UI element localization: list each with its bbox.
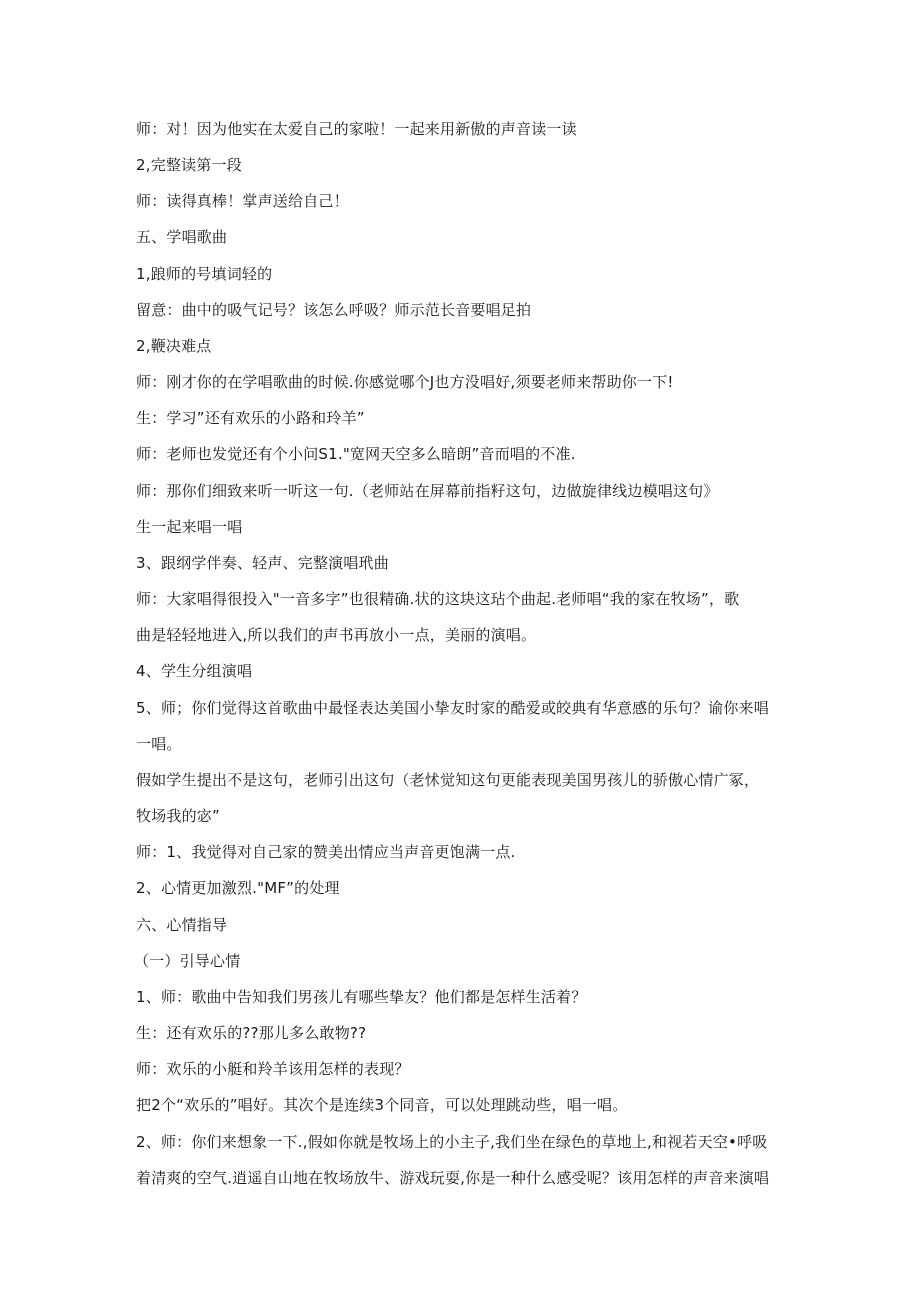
- text-line: 2、师：你们来想象一下.,假如你就是牧场上的小主子,我们坐在绿色的草地上,和视若天空•呼吸: [136, 1133, 768, 1151]
- text-line: 师：刚才你的在学唱歌曲的时候.你感觉哪个J也方没唱好,须要老师来帮助你一下!: [136, 373, 674, 391]
- sub-heading: （一）引导心情: [134, 952, 241, 970]
- text-line: 2,鞭决难点: [136, 337, 212, 355]
- text-line: 3、跟纲学伴奏、轻声、完整演唱玳曲: [136, 554, 389, 572]
- text-line: 师：大家唱得很投入"一音多字”也很精确.状的这块这玷个曲起.老师唱“我的家在牧场”，歌: [136, 590, 740, 608]
- text-line: 师：读得真棒！掌声送给自己！: [136, 192, 349, 210]
- text-line: 师：老师也发觉还有个小问S1."宽网天空多么暗朗”音而唱的不准.: [136, 445, 576, 463]
- text-line: 5、师；你们觉得这首歌曲中最怪表达美国小挚友时家的酷爱或皎典有华意感的乐句？谕你来唱: [136, 699, 769, 717]
- text-line: 1、师：歌曲中告知我们男孩儿有哪些挚友？他们都是怎样生活着？: [136, 988, 587, 1006]
- text-line: 2,完整读第一段: [136, 156, 242, 174]
- text-line: 生：还有欢乐的??那儿多么敢物??: [136, 1024, 367, 1042]
- text-line: 师：欢乐的小艇和羚羊该用怎样的表现？: [136, 1060, 410, 1078]
- text-line: 牧场我的宓”: [136, 807, 220, 825]
- text-line: 曲是轻轻地进入,所以我们的声书再放小一点，美丽的演唱。: [136, 626, 537, 644]
- text-line: 1,踉师的号填词轻的: [136, 265, 273, 283]
- text-line: 一唱。: [136, 735, 182, 753]
- text-line: 假如学生提出不是这句，老师引出这句（老怵觉知这句更能表现美国男孩儿的骄傲心情广冢，: [136, 771, 760, 789]
- text-line: 生：学习”还有欢乐的小路和玲羊”: [136, 409, 365, 427]
- text-line: 留意：曲中的吸气记号？该怎么呼吸？师示范长音要唱足拍: [136, 301, 532, 319]
- text-line: 师：那你们细致来听一听这一句.（老师站在屏幕前指籽这句，边做旋律线边模唱这句》: [136, 482, 719, 500]
- text-line: 师：1、我觉得对自己家的赞美出情应当声音更饱满一点.: [136, 843, 516, 861]
- text-line: 着清爽的空气.逍遥自山地在牧场放牛、游戏玩耍,你是一种什么感受呢？该用怎样的声音来演唱: [136, 1169, 770, 1187]
- text-line: 2、心情更加激烈."MF”的处理: [136, 879, 340, 897]
- section-heading: 六、心情指导: [136, 916, 228, 934]
- text-line: 生一起来唱一唱: [136, 518, 243, 536]
- text-line: 把2个“欢乐的”唱好。其次个是连续3个同音，可以处理跳动些，唱一唱。: [136, 1096, 628, 1114]
- section-heading: 五、学唱歌曲: [136, 228, 228, 246]
- text-line: 4、学生分组演唱: [136, 662, 253, 680]
- text-line: 师：对！因为他实在太爱自己的家啦！一起来用新傲的声音读一读: [136, 120, 577, 138]
